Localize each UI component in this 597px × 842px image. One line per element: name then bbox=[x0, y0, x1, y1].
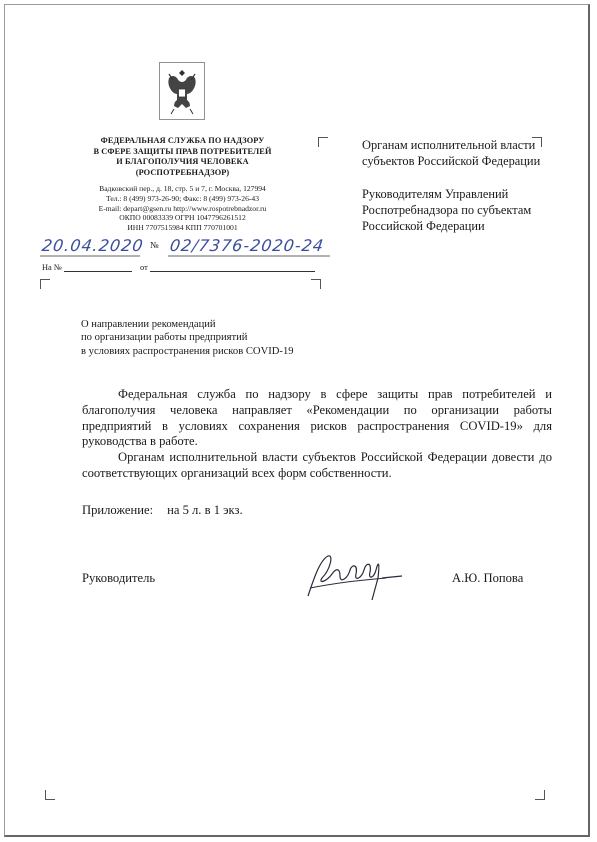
letter-subject: О направлении рекомендаций по организации работы предприятий в условиях распространения рисков COVID-19 bbox=[81, 319, 294, 357]
corner-mark bbox=[311, 279, 321, 289]
sender-contact-info: Вадковский пер., д. 18, стр. 5 и 7, г. Москва, 127994 Тел.: 8 (499) 973-26-90; Факс: 8 (499) 973-26-43 E-mail: depart@gsen.ru http://www.rospotrebnadzor.ru ОКПО 00083339 ОГРН 1047796261512 ИНН 7707515984 КПП 770701001 bbox=[98, 184, 267, 233]
sender-org-name: ФЕДЕРАЛЬНАЯ СЛУЖБА ПО НАДЗОРУ В СФЕРЕ ЗАЩИТЫ ПРАВ ПОТРЕБИТЕЛЕЙ И БЛАГОПОЛУЧИЯ ЧЕЛОВЕКА (РОСПОТРЕБНАДЗОР) bbox=[93, 136, 272, 177]
corner-mark bbox=[535, 790, 545, 800]
coat-of-arms-icon bbox=[159, 62, 205, 120]
handwritten-number: 02/7376-2020-24 bbox=[168, 236, 326, 255]
signatory-title: Руководитель bbox=[82, 571, 156, 585]
reference-line: На № от bbox=[42, 262, 315, 272]
body-paragraph: Органам исполнительной власти субъектов Российской Федерации довести до соответствующих организаций всех форм собственности. bbox=[82, 450, 552, 480]
signatory-name: А.Ю. Попова bbox=[452, 571, 524, 585]
corner-mark bbox=[45, 790, 55, 800]
sender-block bbox=[40, 136, 325, 233]
number-label: № bbox=[150, 240, 159, 250]
attachment-line bbox=[82, 503, 243, 518]
corner-mark bbox=[40, 279, 50, 289]
handwritten-signature bbox=[300, 548, 405, 603]
corner-mark bbox=[318, 137, 328, 147]
handwritten-date: 20.04.2020 bbox=[40, 236, 145, 255]
attachment-label: Приложение: bbox=[82, 503, 154, 517]
body-paragraph: Федеральная служба по надзору в сфере защиты прав потребителей и благополучия человека направляет «Рекомендации по организации работы предприятий в условиях сохранения рисков распространения COVID-19» для руководства в работе. bbox=[82, 387, 552, 449]
date-underline bbox=[40, 254, 330, 258]
addressees bbox=[362, 137, 572, 251]
letter-body bbox=[82, 387, 552, 482]
addressee: Руководителям Управлений Роспотребнадзора по субъектам Российской Федерации bbox=[362, 187, 532, 233]
attachment-value: на 5 л. в 1 экз. bbox=[167, 503, 243, 517]
addressee: Органам исполнительной власти субъектов Российской Федерации bbox=[362, 138, 541, 168]
